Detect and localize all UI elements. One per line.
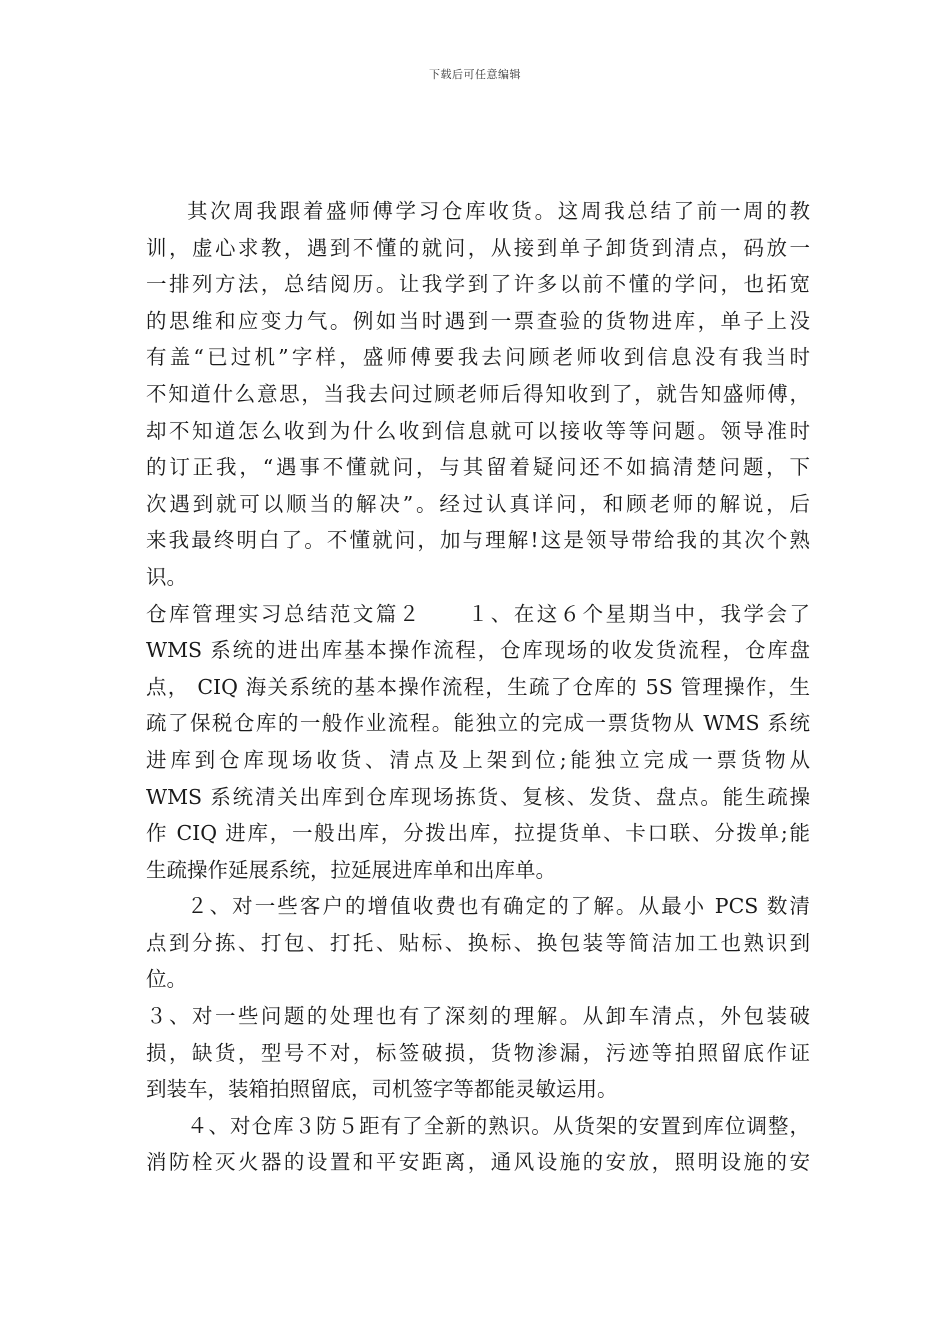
document-body	[146, 193, 810, 1181]
text-line: ３、对一些问题的处理也有了深刻的理解。从卸车清点，外包装破	[146, 1004, 810, 1029]
text-line: 不知道什么意思，当我去问过顾老师后得知收到了，就告知盛师傅，	[146, 381, 810, 406]
text-line: 作 CIQ 进库，一般出库，分拨出库，拉提货单、卡口联、分拨单;能	[146, 821, 810, 846]
text-line: 点， CIQ 海关系统的基本操作流程，生疏了仓库的 5S 管理操作，生	[146, 674, 810, 699]
text-line: 识。	[146, 564, 187, 589]
text-line: 训，虚心求教，遇到不懂的就问，从接到单子卸货到清点，码放一	[146, 235, 810, 260]
text-line: 到装车，装箱拍照留底，司机签字等都能灵敏运用。	[146, 1077, 618, 1102]
text-line: 损，缺货，型号不对，标签破损，货物渗漏，污迹等拍照留底作证	[146, 1040, 810, 1065]
page-header: 下载后可任意编辑	[429, 68, 521, 81]
text-line: 生疏操作延展系统，拉延展进库单和出库单。	[146, 857, 556, 882]
text-line: 位。	[146, 967, 187, 992]
text-line: WMS 系统清关出库到仓库现场拣货、复核、发货、盘点。能生疏操	[146, 784, 810, 809]
text-line: 消防栓灭火器的设置和平安距离，通风设施的安放，照明设施的安	[146, 1150, 810, 1175]
text-line: 仓库管理实习总结范文篇２ １、在这６个星期当中，我学会了	[146, 601, 810, 626]
text-line: 次遇到就可以顺当的解决”。经过认真详问，和顾老师的解说，后	[146, 491, 810, 516]
text-line: 的思维和应变力气。例如当时遇到一票查验的货物进库，单子上没	[146, 308, 810, 333]
text-line: 来我最终明白了。不懂就问，加与理解!这是领导带给我的其次个熟	[146, 528, 810, 553]
text-line: 一排列方法，总结阅历。让我学到了许多以前不懂的学问，也拓宽	[146, 272, 810, 297]
text-line: ２、对一些客户的增值收费也有确定的了解。从最小 PCS 数清	[187, 894, 810, 919]
text-line: 进库到仓库现场收货、清点及上架到位;能独立完成一票货物从	[146, 747, 810, 772]
text-line: ４、对仓库３防５距有了全新的熟识。从货架的安置到库位调整，	[187, 1113, 810, 1138]
text-line: 点到分拣、打包、打托、贴标、换标、换包装等简洁加工也熟识到	[146, 930, 810, 955]
text-line: WMS 系统的进出库基本操作流程，仓库现场的收发货流程，仓库盘	[146, 638, 810, 663]
text-line: 的订正我，“遇事不懂就问，与其留着疑问还不如搞清楚问题，下	[146, 455, 810, 480]
text-line: 却不知道怎么收到为什么收到信息就可以接收等等问题。领导准时	[146, 418, 810, 443]
text-line: 其次周我跟着盛师傅学习仓库收货。这周我总结了前一周的教	[187, 199, 810, 223]
text-line: 有盖“已过机”字样，盛师傅要我去问顾老师收到信息没有我当时	[146, 345, 810, 370]
text-line: 疏了保税仓库的一般作业流程。能独立的完成一票货物从 WMS 系统	[146, 711, 810, 736]
